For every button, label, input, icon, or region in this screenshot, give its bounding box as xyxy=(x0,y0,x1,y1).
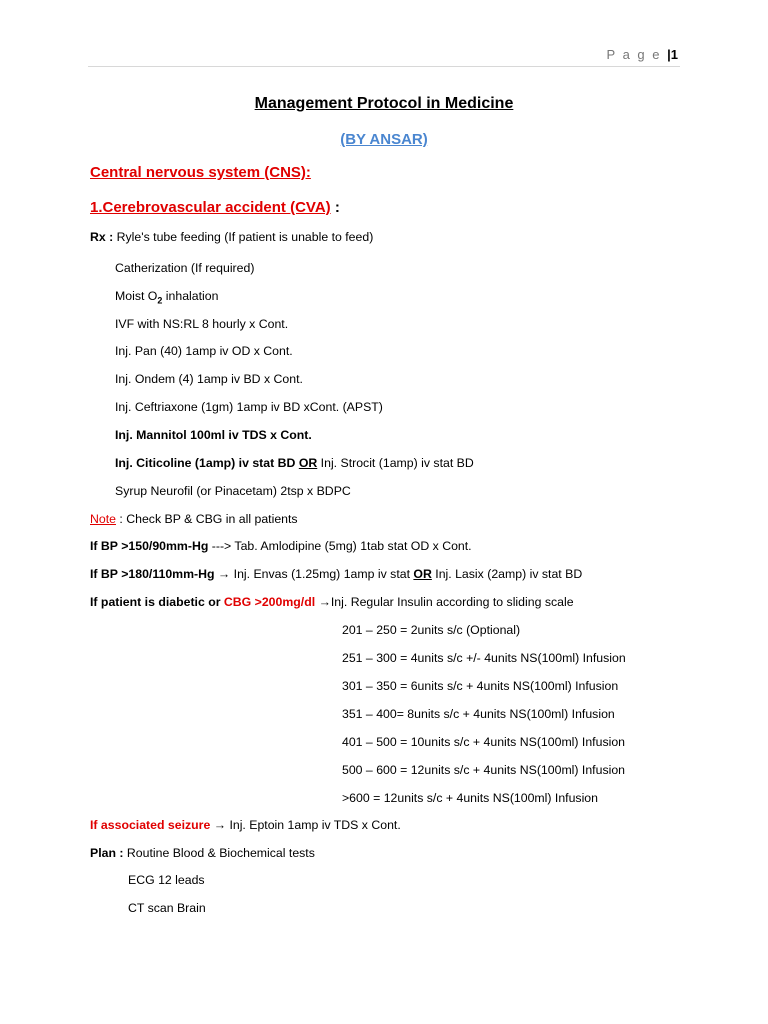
diabetic-line xyxy=(90,595,574,610)
section-heading: Central nervous system (CNS): xyxy=(90,164,311,181)
moist-suffix: inhalation xyxy=(162,289,219,303)
rx-ondem: Inj. Ondem (4) 1amp iv BD x Cont. xyxy=(115,372,303,386)
subsection-label: 1.Cerebrovascular accident (CVA) xyxy=(90,199,331,216)
citicoline-or: OR xyxy=(298,456,318,470)
diabetic-cbg: CBG >200mg/dl xyxy=(223,595,316,609)
document-title: Management Protocol in Medicine xyxy=(254,95,514,112)
note-line xyxy=(90,512,298,527)
rx-citicoline xyxy=(115,456,474,471)
page-word: P a g e xyxy=(606,47,662,62)
rx-ivf: IVF with NS:RL 8 hourly x Cont. xyxy=(115,317,289,331)
bp1-label: If BP >150/90mm-Hg xyxy=(90,539,209,553)
seizure-text: Inj. Eptoin 1amp iv TDS x Cont. xyxy=(229,818,401,832)
document-subtitle: (BY ANSAR) xyxy=(340,131,428,148)
sliding-scale-row: 351 – 400= 8units s/c + 4units NS(100ml) Infusion xyxy=(342,707,615,721)
moist-prefix: Moist O xyxy=(115,289,158,303)
rx-catheterization: Catherization (If required) xyxy=(115,261,255,275)
rx-line xyxy=(90,230,373,245)
sliding-scale-row: 500 – 600 = 12units s/c + 4units NS(100ml) Infusion xyxy=(342,763,625,777)
rx-mannitol: Inj. Mannitol 100ml iv TDS x Cont. xyxy=(115,428,312,442)
seizure-arrow: → xyxy=(210,818,230,832)
subsection-colon: : xyxy=(330,199,340,216)
plan-first: Routine Blood & Biochemical tests xyxy=(123,846,315,860)
bp1-line xyxy=(90,539,472,554)
rx-pan: Inj. Pan (40) 1amp iv OD x Cont. xyxy=(115,344,293,358)
diabetic-text: Inj. Regular Insulin according to sliding scale xyxy=(330,595,574,609)
rx-syrup: Syrup Neurofil (or Pinacetam) 2tsp x BDPC xyxy=(115,484,351,498)
page-number: 1 xyxy=(670,47,678,62)
bp2-line xyxy=(90,567,582,582)
rx-ceftriaxone: Inj. Ceftriaxone (1gm) 1amp iv BD xCont. (APST) xyxy=(115,400,383,414)
rx-first: Ryle's tube feeding (If patient is unable to feed) xyxy=(113,230,374,244)
header-divider xyxy=(88,66,680,67)
seizure-label: If associated seizure xyxy=(90,818,211,832)
bp2-text2: Inj. Lasix (2amp) iv stat BD xyxy=(431,567,583,581)
sliding-scale-row: 401 – 500 = 10units s/c + 4units NS(100ml) Infusion xyxy=(342,735,625,749)
sliding-scale-row: 201 – 250 = 2units s/c (Optional) xyxy=(342,623,521,637)
plan-line xyxy=(90,846,315,861)
rx-label: Rx : xyxy=(90,230,114,244)
sliding-scale-row: >600 = 12units s/c + 4units NS(100ml) Infusion xyxy=(342,791,598,805)
seizure-line xyxy=(90,818,401,833)
sliding-scale-row: 301 – 350 = 6units s/c + 4units NS(100ml) Infusion xyxy=(342,679,619,693)
plan-ecg: ECG 12 leads xyxy=(128,873,205,887)
note-text: : Check BP & CBG in all patients xyxy=(115,512,298,526)
citicoline-rest: Inj. Strocit (1amp) iv stat BD xyxy=(317,456,474,470)
moist-subscript: 2 xyxy=(157,295,163,306)
diabetic-label: If patient is diabetic or xyxy=(90,595,224,609)
page-separator: | xyxy=(667,47,671,62)
citicoline-bold: Inj. Citicoline (1amp) iv stat BD xyxy=(115,456,299,470)
rx-moist-o2 xyxy=(115,289,218,308)
bp2-label: If BP >180/110mm-Hg xyxy=(90,567,215,581)
plan-ct: CT scan Brain xyxy=(128,901,206,915)
subsection-heading xyxy=(90,199,340,216)
bp2-text1: Inj. Envas (1.25mg) 1amp iv stat xyxy=(233,567,414,581)
diabetic-arrow: → xyxy=(315,595,331,609)
bp2-arrow: → xyxy=(214,567,234,581)
bp2-or: OR xyxy=(413,567,432,581)
page-header xyxy=(607,47,678,62)
plan-label: Plan : xyxy=(90,846,124,860)
bp1-text: ---> Tab. Amlodipine (5mg) 1tab stat OD x Cont. xyxy=(208,539,472,553)
note-label: Note xyxy=(90,512,116,526)
sliding-scale-row: 251 – 300 = 4units s/c +/- 4units NS(100ml) Infusion xyxy=(342,651,626,665)
